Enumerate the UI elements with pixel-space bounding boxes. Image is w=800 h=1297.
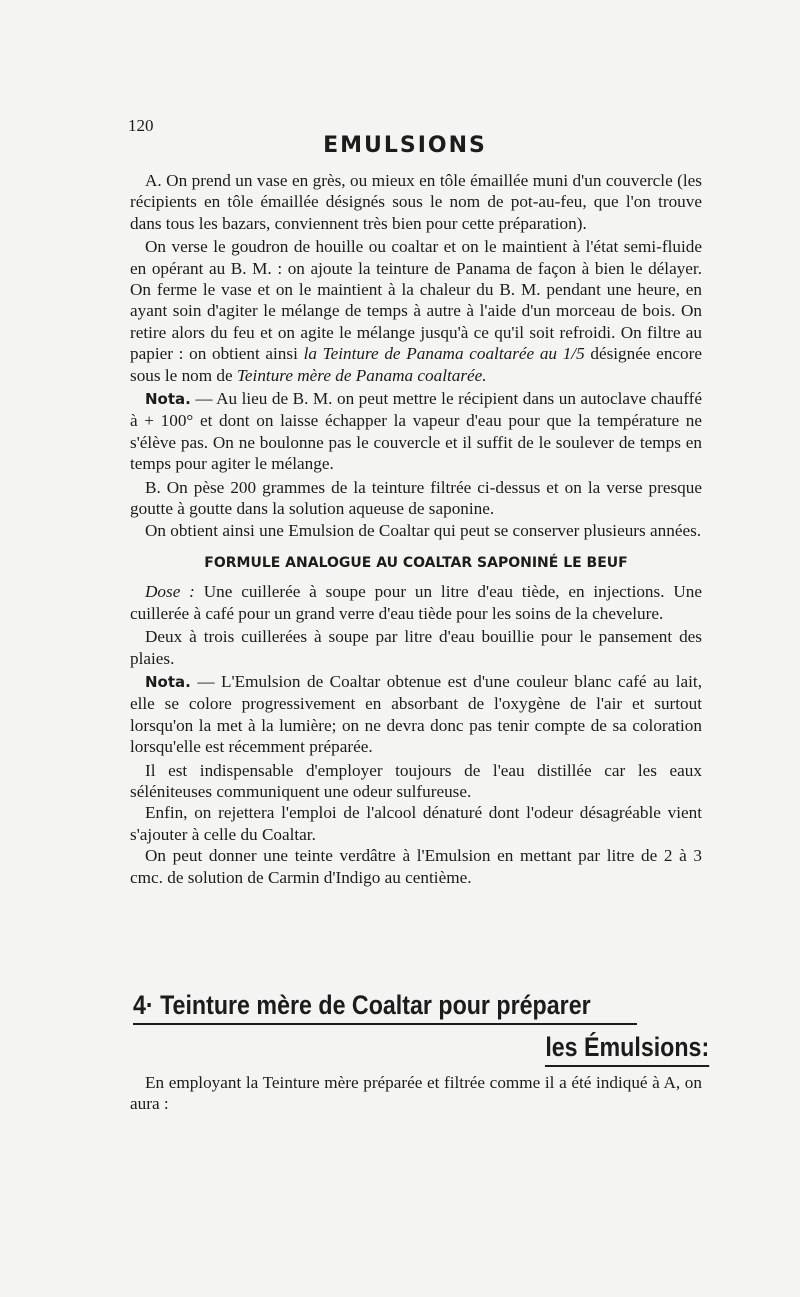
page-number: 120 (128, 116, 154, 135)
section-heading-line-1: 4· Teinture mère de Coaltar pour préparer (133, 990, 637, 1025)
paragraph-alcool: Enfin, on rejettera l'emploi de l'alcool dénaturé dont l'odeur désagréable vient s'ajouter à celle du Coaltar. (130, 803, 702, 844)
formula-heading: FORMULE ANALOGUE AU COALTAR SAPONINÉ LE BEUF (204, 554, 628, 571)
running-title: EMULSIONS (323, 133, 487, 158)
nota-label: Nota. (145, 672, 191, 691)
dose-paragraph: Dose : Une cuillerée à soupe pour un litre d'eau tiède, en injections. Une cuillerée à café pour un grand verre d'eau tiède pour les soins de la chevelure. (130, 582, 702, 623)
section-heading (133, 990, 710, 1067)
dose-paragraph-2: Deux à trois cuillerées à soupe par litre d'eau bouillie pour le pansement des plaies. (130, 627, 702, 668)
closing-text (130, 1072, 702, 1115)
paragraph-eau: Il est indispensable d'employer toujours de l'eau distillée car les eaux séléniteuses communiquent une odeur sulfureuse. (130, 760, 702, 801)
italic-term: la Teinture de Panama coaltarée au 1/5 (303, 344, 585, 364)
paragraph-method: On verse le goudron de houille ou coaltar et on le maintient à l'état semi-fluide en opérant au B. M. : on ajoute la teinture de Panama de façon à bien le délayer. On ferme le vase et on le maintient à la chaleur du B. M. pendant une heure, en ayant soin d'agiter le mélange de temps à autre à l'aide d'un morceau de bois. On retire alors du feu et on agite le mélange jusqu'à ce qu'il soit refroidi. On filtre au papier : on obtient ainsi la Teinture de Panama coaltarée au 1/5 désignée encore sous le nom de Teinture mère de Panama coaltarée. (130, 237, 702, 385)
paragraph-b-result: On obtient ainsi une Emulsion de Coaltar qui peut se conserver plusieurs années. (145, 520, 702, 540)
section-heading-line-2: les Émulsions: (545, 1032, 709, 1067)
paragraph-teinte: On peut donner une teinte verdâtre à l'Emulsion en mettant par litre de 2 à 3 cmc. de solution de Carmin d'Indigo au centième. (130, 846, 702, 887)
body-text (130, 170, 702, 890)
nota-paragraph: Nota. — Au lieu de B. M. on peut mettre le récipient dans un autoclave chauffé à + 100° et dont on laisse échapper la vapeur d'eau pour que la température ne s'élève pas. On ne boulonne pas le couvercle et il suffit de le soulever de temps en temps pour agiter le mélange. (130, 389, 702, 474)
paragraph-final: En employant la Teinture mère préparée et filtrée comme il a été indiqué à A, on aura : (130, 1073, 702, 1114)
paragraph-a: A. On prend un vase en grès, ou mieux en tôle émaillée muni d'un couvercle (les récipients en tôle émaillée désignés sous le nom de pot-au-feu, que l'on trouve dans tous les bazars, conviennent très bien pour cette préparation). (130, 171, 702, 233)
nota-paragraph-2: Nota. — L'Emulsion de Coaltar obtenue est d'une couleur blanc café au lait, elle se colore progressivement en absorbant de l'oxygène de l'air et surtout lorsqu'on la met à la lumière; on ne devra donc pas tenir compte de sa coloration lorsqu'elle est récemment préparée. (130, 671, 702, 757)
dose-label: Dose : (145, 582, 195, 602)
nota-label: Nota. (145, 390, 191, 409)
italic-term: Teinture mère de Panama coaltarée. (236, 365, 487, 385)
paragraph-b: B. On pèse 200 grammes de la teinture filtrée ci-dessus et on la verse presque goutte à goutte dans la solution aqueuse de saponine. (130, 477, 702, 519)
